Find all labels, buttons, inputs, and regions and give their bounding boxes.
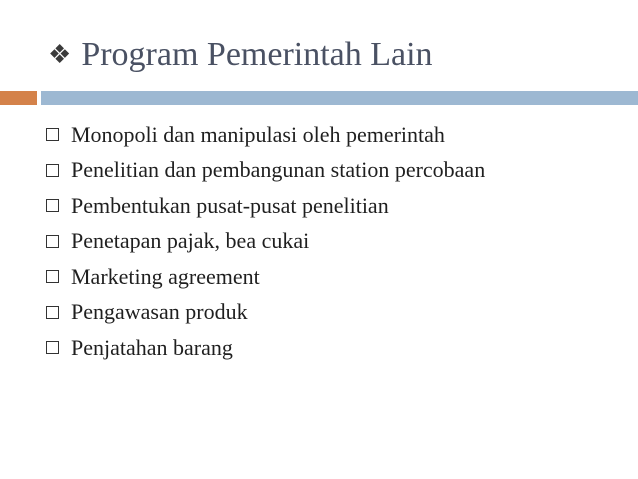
bullet-text: Penetapan pajak, bea cukai xyxy=(71,228,310,254)
square-bullet-icon xyxy=(46,341,59,354)
slide-title: Program Pemerintah Lain xyxy=(81,36,433,73)
slide-title-row xyxy=(48,34,433,76)
accent-bar-blue xyxy=(41,91,638,105)
list-item xyxy=(46,117,485,153)
diamond-bullet-icon: ❖ xyxy=(48,40,72,69)
list-item xyxy=(46,188,485,224)
bullet-text: Pembentukan pusat-pusat penelitian xyxy=(71,192,389,218)
bullet-text: Penjatahan barang xyxy=(71,334,233,360)
list-item xyxy=(46,224,485,260)
square-bullet-icon xyxy=(46,128,59,141)
list-item xyxy=(46,330,485,366)
square-bullet-icon xyxy=(46,235,59,248)
bullet-list xyxy=(46,117,485,366)
list-item xyxy=(46,295,485,331)
list-item xyxy=(46,153,485,189)
square-bullet-icon xyxy=(46,306,59,319)
bullet-text: Penelitian dan pembangunan station percobaan xyxy=(71,157,486,183)
square-bullet-icon xyxy=(46,164,59,177)
bullet-text: Monopoli dan manipulasi oleh pemerintah xyxy=(71,121,445,147)
square-bullet-icon xyxy=(46,270,59,283)
bullet-text: Marketing agreement xyxy=(71,263,260,289)
accent-bar-orange xyxy=(0,91,37,105)
bullet-text: Pengawasan produk xyxy=(71,299,248,325)
list-item xyxy=(46,259,485,295)
square-bullet-icon xyxy=(46,199,59,212)
